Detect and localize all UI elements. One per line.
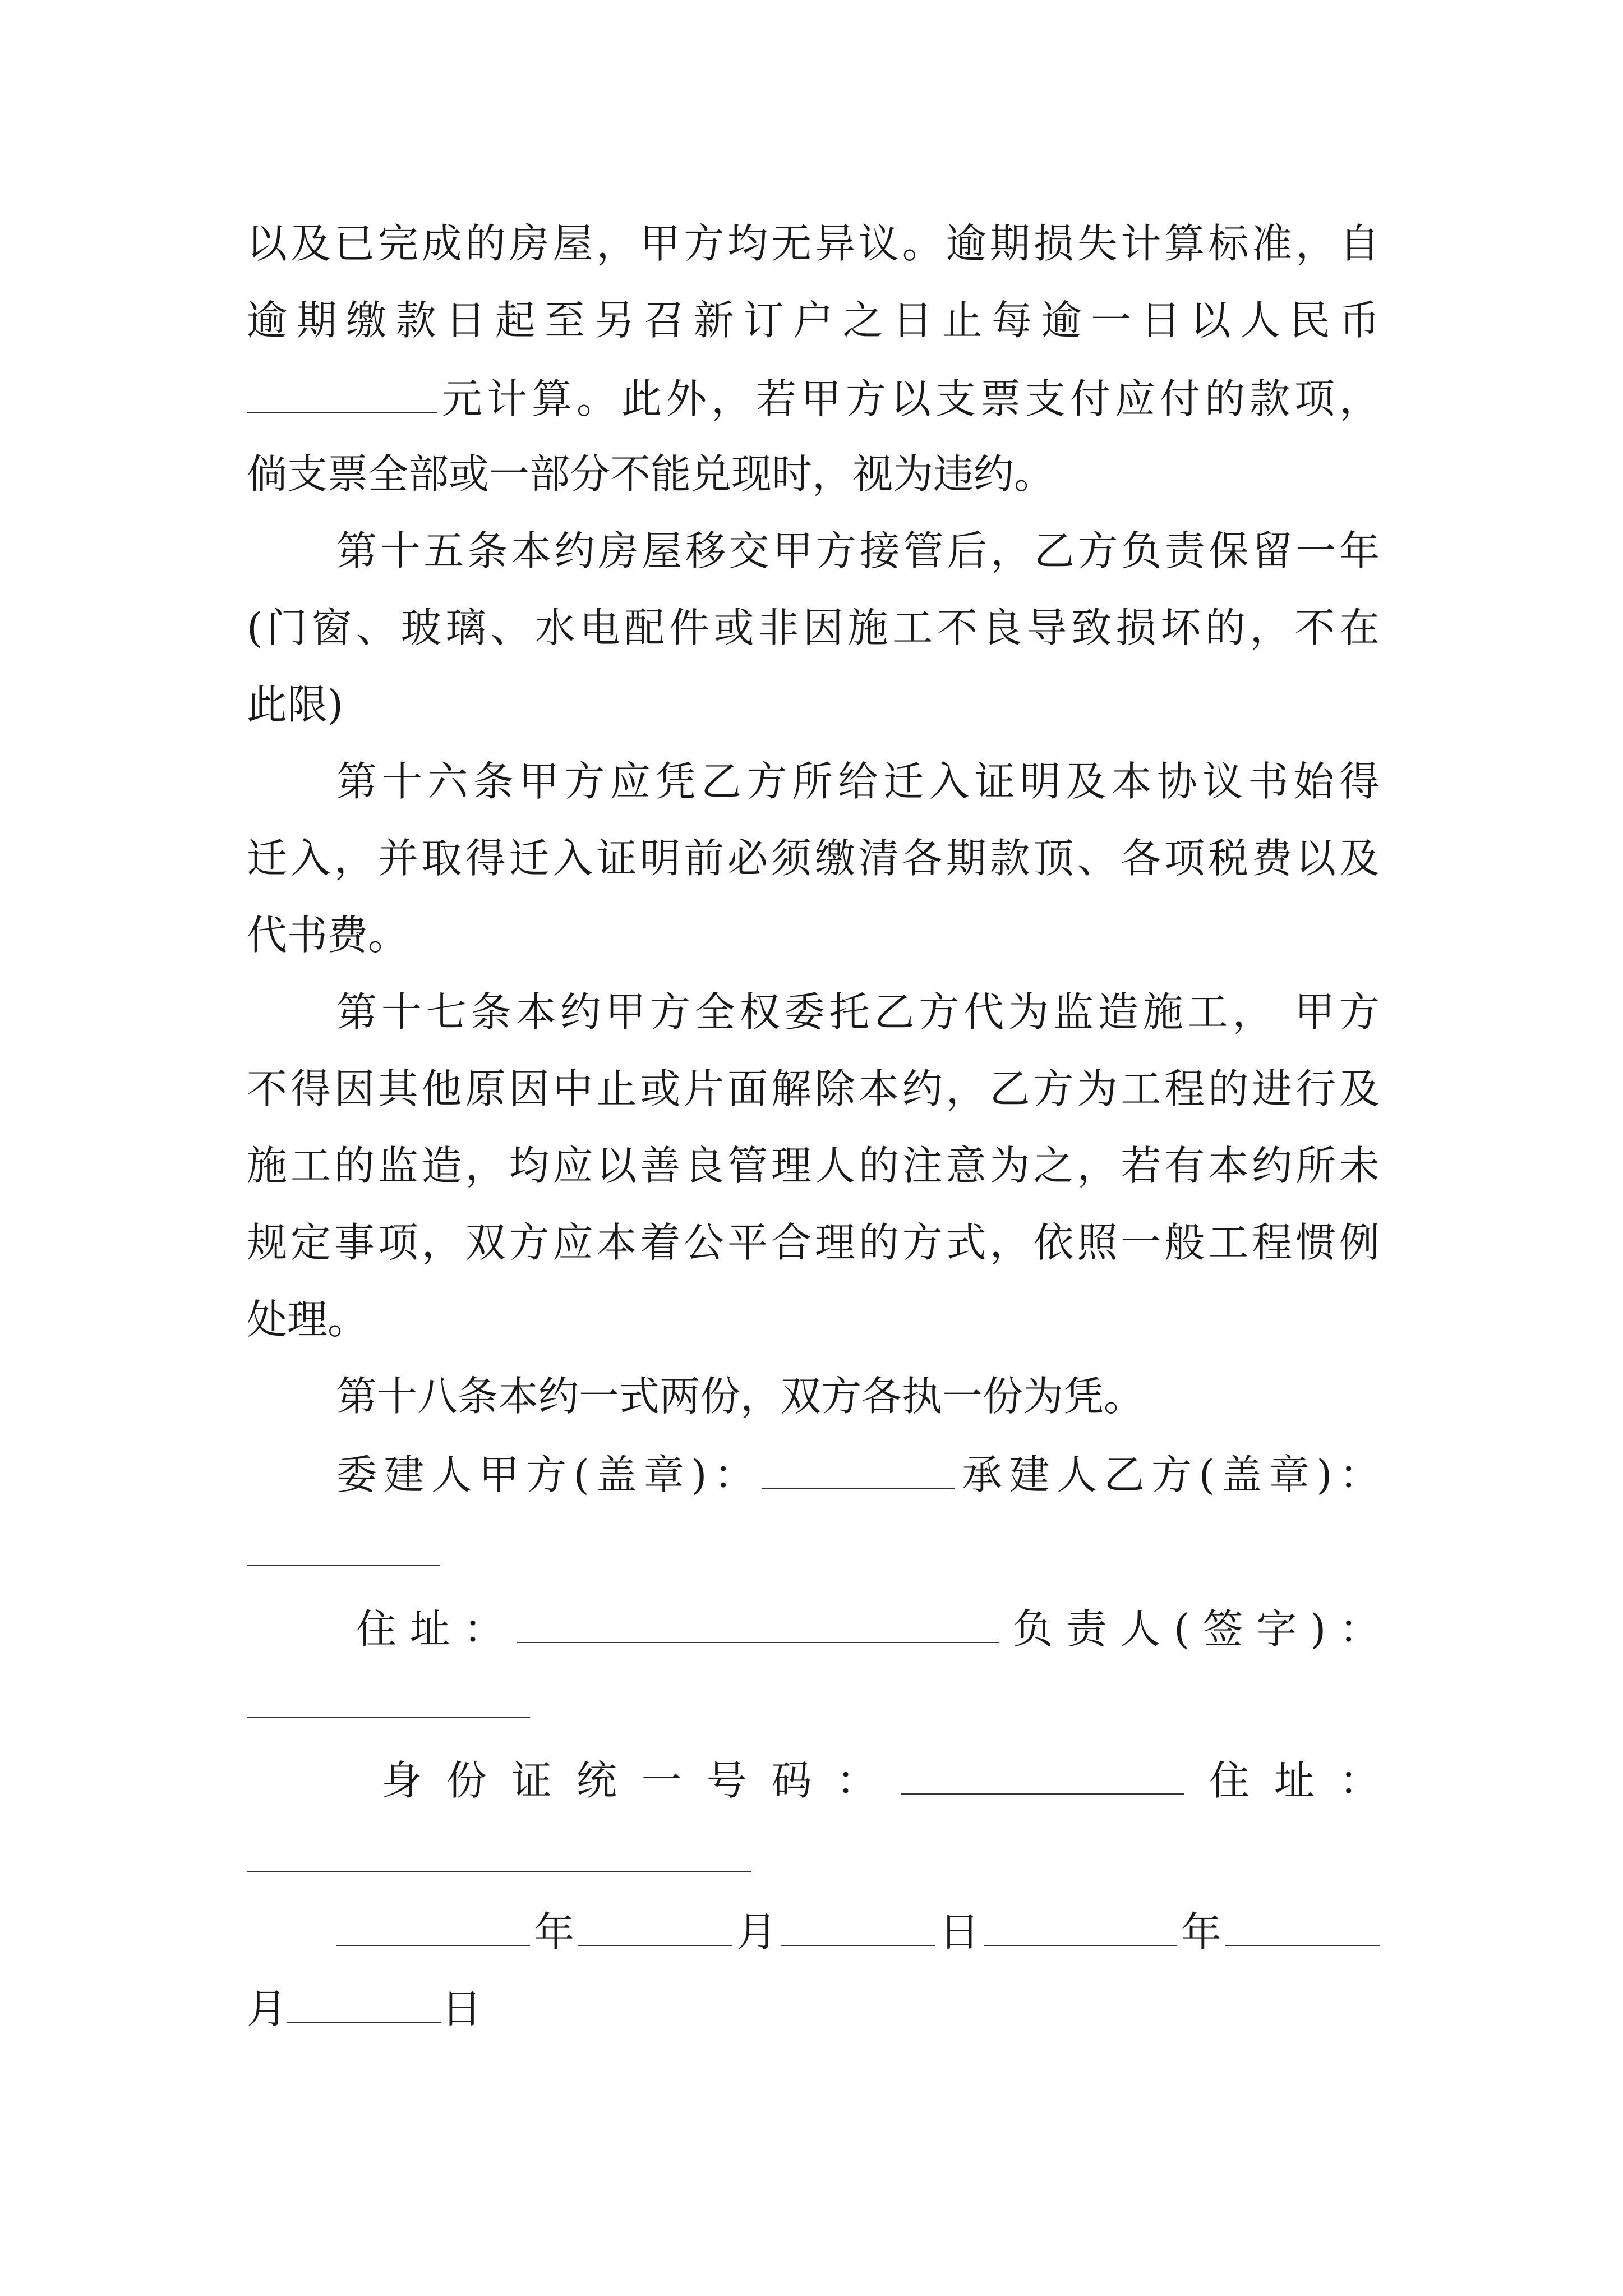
id-line bbox=[381, 1757, 1380, 1804]
signature-line bbox=[336, 1451, 1380, 1498]
day-label: 日 bbox=[441, 1985, 482, 2032]
text-line: 以及已完成的房屋，甲方均无异议。逾期损失计算标准，自 bbox=[247, 220, 1380, 267]
responsible-signature-blank bbox=[247, 1717, 530, 1718]
article-16-line: 代书费。 bbox=[247, 912, 409, 959]
id-number-blank bbox=[901, 1759, 1184, 1795]
year-label: 年 bbox=[1177, 1908, 1225, 1955]
month-label: 月 bbox=[732, 1908, 781, 1955]
party-b-seal-label: 承建人乙方(盖章)： bbox=[955, 1451, 1380, 1498]
article-16-line: 第十六条甲方应凭乙方所给迁入证明及本协议书始得 bbox=[336, 758, 1380, 805]
address-label: 住址： bbox=[356, 1605, 518, 1653]
party-b-seal-blank bbox=[247, 1565, 440, 1566]
text-line bbox=[247, 375, 1380, 422]
year-blank bbox=[336, 1910, 530, 1946]
text-line: 倘支票全部或一部分不能兑现时，视为违约。 bbox=[247, 450, 1055, 498]
year-blank bbox=[984, 1910, 1177, 1946]
month-label: 月 bbox=[247, 1985, 288, 2032]
text-fragment: 元计算。此外，若甲方以支票支付应付的款项， bbox=[437, 375, 1380, 422]
day-label: 日 bbox=[935, 1908, 984, 1955]
address-blank bbox=[517, 1607, 999, 1643]
month-blank bbox=[1225, 1910, 1380, 1946]
article-18-line: 第十八条本约一式两份，双方各执一份为凭。 bbox=[336, 1373, 1145, 1420]
address-blank-2 bbox=[247, 1871, 751, 1872]
article-15-line: 此限) bbox=[247, 681, 344, 728]
article-17-line: 规定事项，双方应本着公平合理的方式，依照一般工程惯例 bbox=[247, 1219, 1380, 1266]
address-label-2: 住址： bbox=[1184, 1757, 1380, 1804]
text-line: 逾期缴款日起至另召新订户之日止每逾一日以人民币 bbox=[247, 297, 1380, 344]
article-17-line: 第十七条本约甲方全权委托乙方代为监造施工， 甲方 bbox=[336, 988, 1380, 1036]
article-15-line: 第十五条本约房屋移交甲方接管后，乙方负责保留一年 bbox=[336, 527, 1380, 574]
article-15-line: (门窗、玻璃、水电配件或非因施工不良导致损坏的，不在 bbox=[247, 604, 1380, 651]
date-line bbox=[247, 1985, 1380, 2032]
month-blank bbox=[578, 1910, 732, 1946]
fill-blank bbox=[247, 377, 437, 413]
id-number-label: 身份证统一号码： bbox=[381, 1757, 902, 1804]
address-line bbox=[356, 1605, 1380, 1653]
date-line bbox=[336, 1908, 1380, 1955]
day-blank bbox=[287, 1987, 441, 2023]
day-blank bbox=[781, 1910, 935, 1946]
year-label: 年 bbox=[530, 1908, 579, 1955]
responsible-label: 负责人(签字)： bbox=[999, 1605, 1380, 1653]
article-16-line: 迁入，并取得迁入证明前必须缴清各期款顶、各项税费以及 bbox=[247, 835, 1380, 882]
party-a-seal-label: 委建人甲方(盖章)： bbox=[336, 1451, 762, 1498]
article-17-line: 处理。 bbox=[247, 1296, 368, 1343]
party-a-seal-blank bbox=[762, 1453, 955, 1489]
article-17-line: 不得因其他原因中止或片面解除本约，乙方为工程的进行及 bbox=[247, 1065, 1380, 1112]
article-17-line: 施工的监造，均应以善良管理人的注意为之，若有本约所未 bbox=[247, 1142, 1380, 1189]
